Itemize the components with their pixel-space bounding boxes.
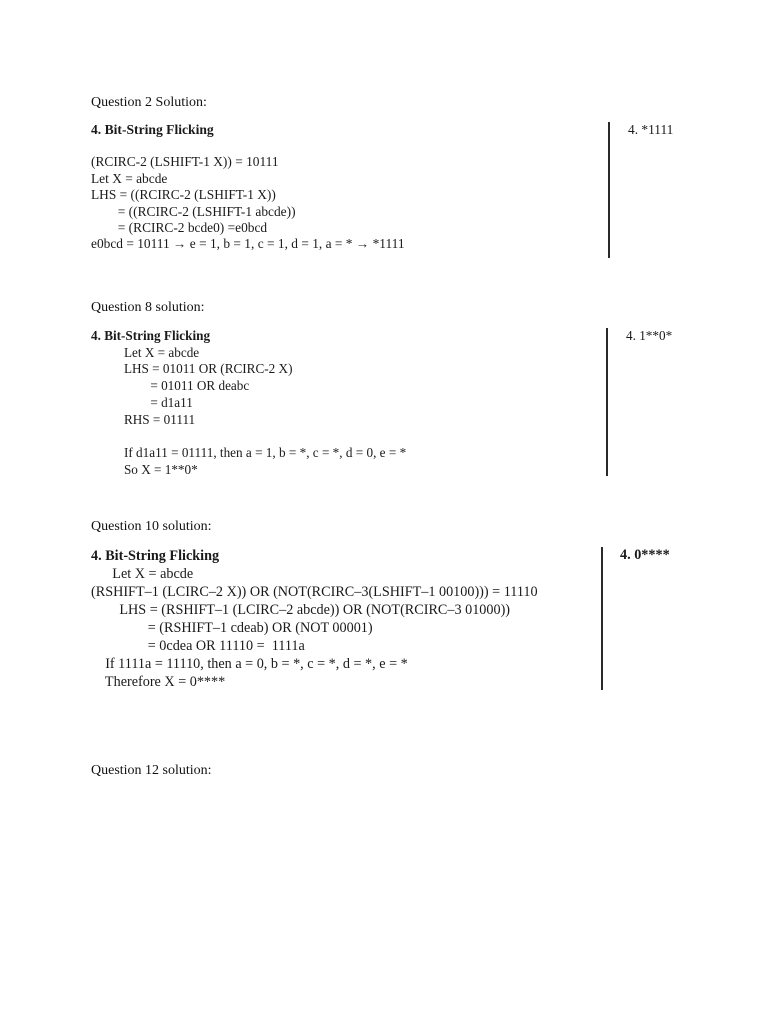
solution-title: 4. Bit-String Flicking bbox=[91, 548, 220, 564]
question-10-solution-block bbox=[91, 547, 680, 692]
solution-text bbox=[91, 122, 405, 253]
solution-line: LHS = ((RCIRC-2 (LSHIFT-1 X)) bbox=[91, 187, 276, 203]
solution-line: e0bcd = 10111 → e = 1, b = 1, c = 1, d = 1, a = * → *1111 bbox=[91, 236, 405, 252]
solution-text bbox=[91, 547, 538, 691]
solution-line: LHS = (RSHIFT–1 (LCIRC–2 abcde)) OR (NOT(RCIRC–3 01000)) bbox=[91, 602, 511, 618]
answer-label: 4. 1**0* bbox=[626, 328, 673, 343]
solution-line: (RCIRC-2 (LSHIFT-1 X)) = 10111 bbox=[91, 154, 279, 170]
answer-label: 4. *1111 bbox=[628, 122, 674, 137]
question-8-solution-block bbox=[91, 328, 680, 478]
vertical-divider bbox=[601, 547, 603, 690]
solution-line: Therefore X = 0**** bbox=[91, 674, 226, 690]
solution-text bbox=[91, 328, 406, 478]
solution-line: RHS = 01111 bbox=[91, 411, 196, 427]
question-10-caption: Question 10 solution: bbox=[91, 519, 212, 534]
solution-line bbox=[91, 428, 406, 445]
solution-line: = 01011 OR deabc bbox=[91, 378, 250, 394]
question-2-caption: Question 2 Solution: bbox=[91, 95, 207, 110]
solution-line: = 0cdea OR 11110 = 1111a bbox=[91, 638, 305, 654]
solution-line: = ((RCIRC-2 (LSHIFT-1 abcde)) bbox=[91, 203, 296, 219]
solution-line: If 1111a = 11110, then a = 0, b = *, c = *, d = *, e = * bbox=[91, 656, 408, 672]
solution-line: Let X = abcde bbox=[91, 170, 168, 186]
solution-title: 4. Bit-String Flicking bbox=[91, 122, 214, 137]
solution-line: So X = 1**0* bbox=[91, 461, 198, 477]
question-12-caption: Question 12 solution: bbox=[91, 763, 212, 778]
solution-line: Let X = abcde bbox=[91, 344, 200, 360]
question-8-caption: Question 8 solution: bbox=[91, 300, 205, 315]
solution-line: = (RSHIFT–1 cdeab) OR (NOT 00001) bbox=[91, 620, 373, 636]
vertical-divider bbox=[606, 328, 608, 476]
vertical-divider bbox=[608, 122, 610, 258]
question-2-solution-block bbox=[91, 122, 680, 260]
solution-title: 4. Bit-String Flicking bbox=[91, 328, 211, 343]
solution-line: Let X = abcde bbox=[91, 566, 194, 582]
solution-line: If d1a11 = 01111, then a = 1, b = *, c = *, d = 0, e = * bbox=[91, 444, 407, 460]
solution-line: = d1a11 bbox=[91, 394, 193, 410]
solution-line: = (RCIRC-2 bcde0) =e0bcd bbox=[91, 220, 268, 236]
solution-line: (RSHIFT–1 (LCIRC–2 X)) OR (NOT(RCIRC–3(LSHIFT–1 00100))) = 11110 bbox=[91, 584, 538, 600]
answer-label: 4. 0**** bbox=[620, 547, 670, 563]
solution-line: LHS = 01011 OR (RCIRC-2 X) bbox=[91, 361, 293, 377]
